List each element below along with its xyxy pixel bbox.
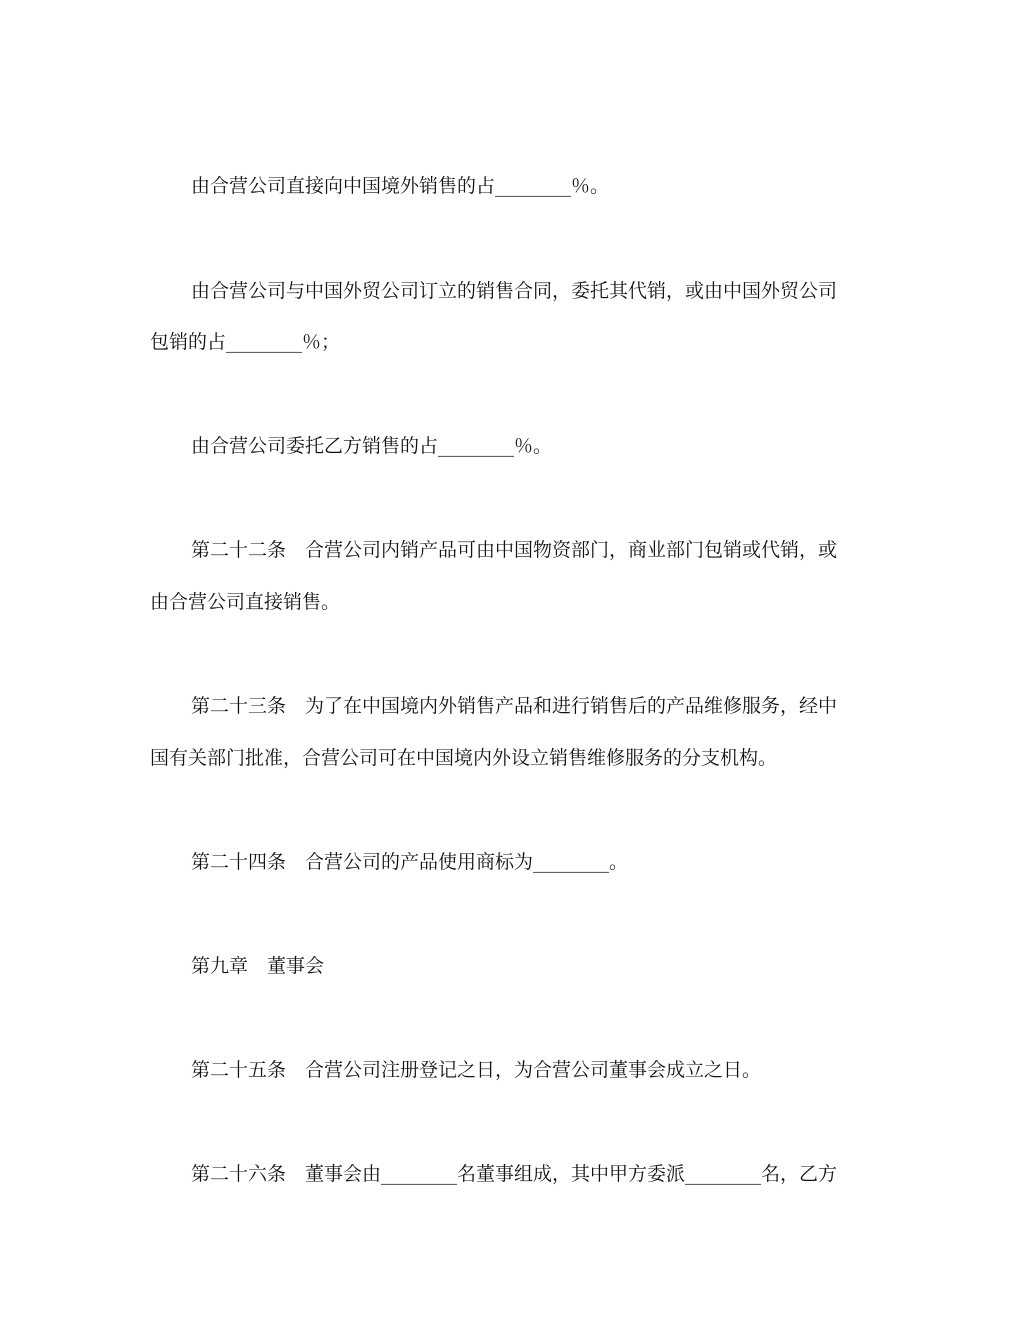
paragraph-line: 包销的占________％； [150,331,341,353]
chapter-heading: 第九章 董事会 [191,955,325,977]
paragraph-line: 国有关部门批准，合营公司可在中国境内外设立销售维修服务的分支机构。 [150,747,778,769]
article-23-line: 第二十三条 为了在中国境内外销售产品和进行销售后的产品维修服务，经中 [191,695,838,717]
article-22-line: 第二十二条 合营公司内销产品可由中国物资部门，商业部门包销或代销，或 [191,539,838,561]
paragraph-line: 由合营公司与中国外贸公司订立的销售合同，委托其代销，或由中国外贸公司 [191,280,838,302]
paragraph-line: 由合营公司直接向中国境外销售的占________％。 [191,175,610,197]
article-26-line: 第二十六条 董事会由________名董事组成，其中甲方委派________名，乙方 [191,1163,838,1185]
paragraph-line: 由合营公司直接销售。 [150,591,341,613]
paragraph-line: 由合营公司委托乙方销售的占________％。 [191,435,553,457]
article-25-line: 第二十五条 合营公司注册登记之日，为合营公司董事会成立之日。 [191,1059,762,1081]
article-24-line: 第二十四条 合营公司的产品使用商标为________。 [191,851,629,873]
